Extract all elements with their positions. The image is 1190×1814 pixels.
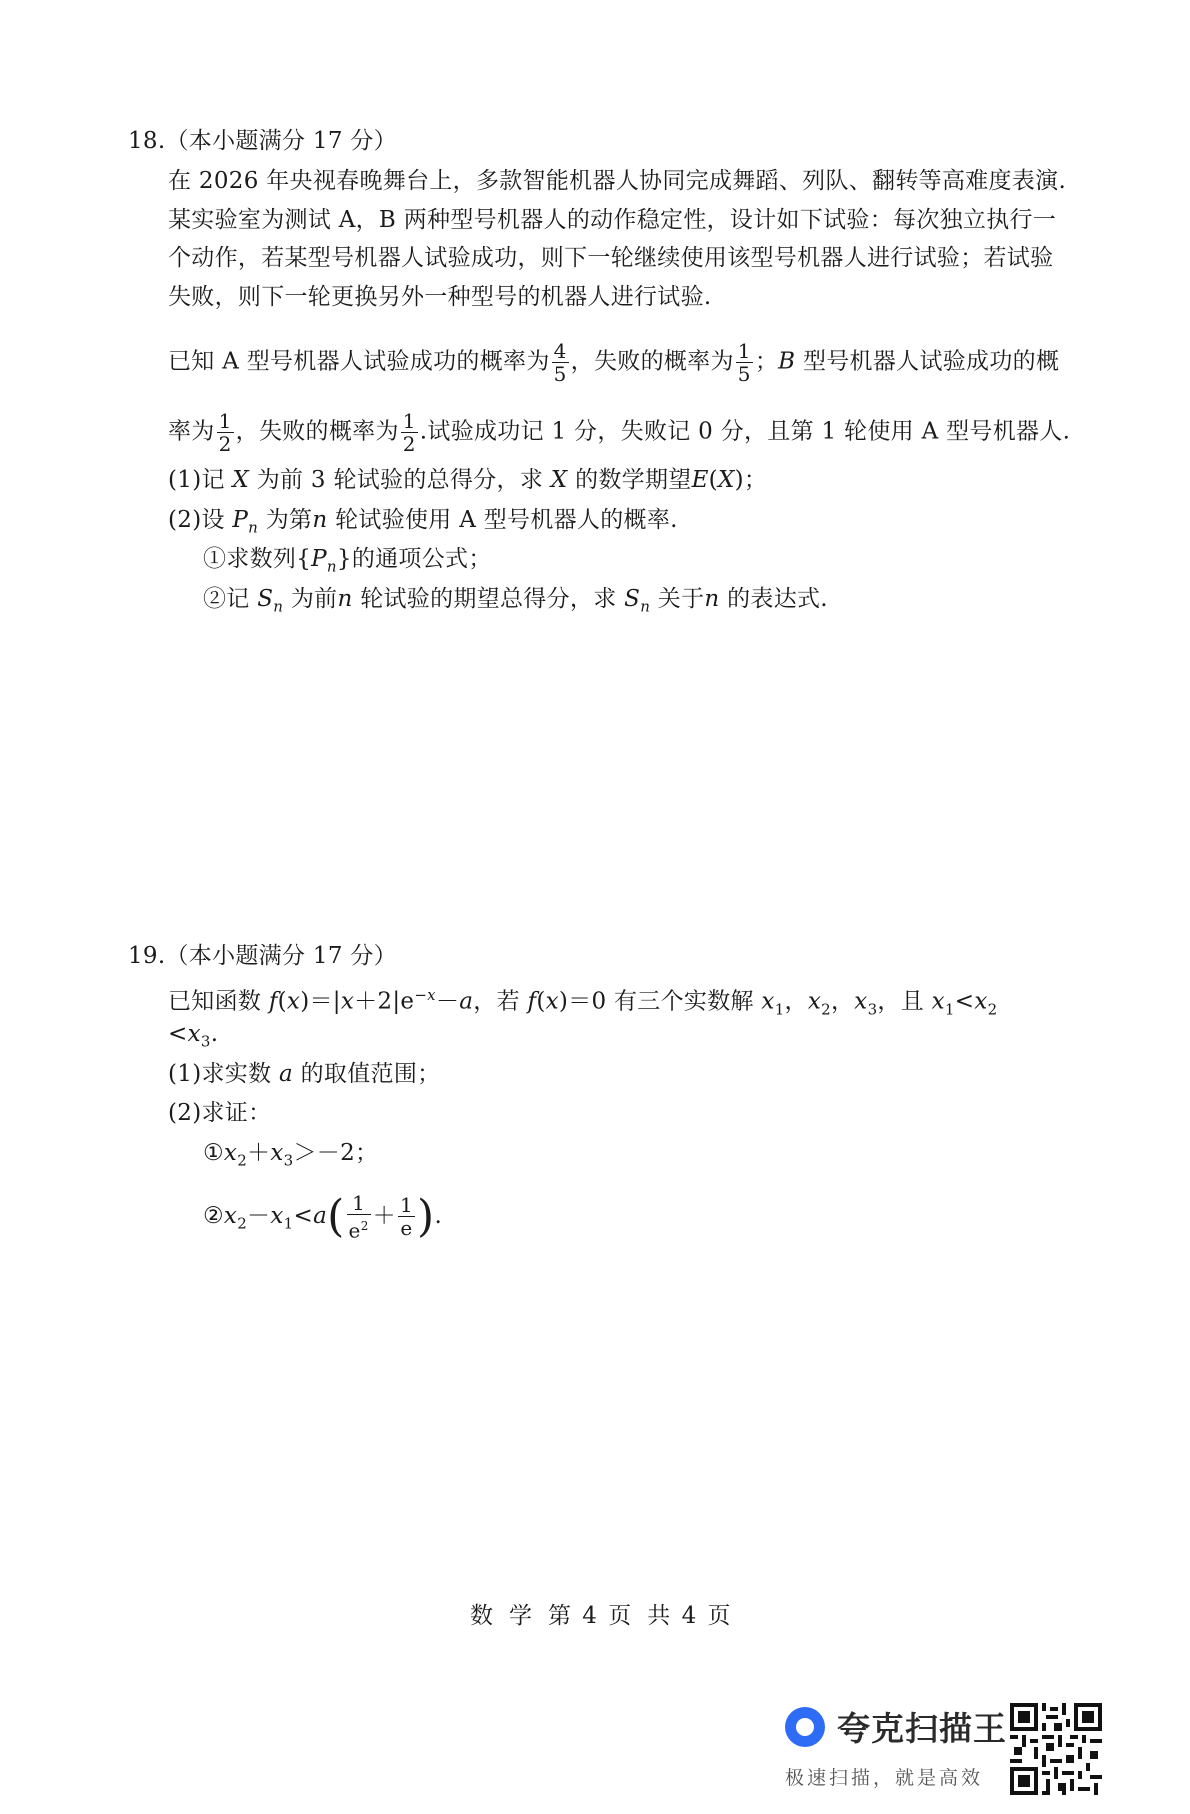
- q19-text: <: [954, 988, 975, 1015]
- math-constant: e: [348, 1218, 361, 1243]
- math-variable: x: [187, 1021, 201, 1047]
- math-variable: E: [691, 467, 709, 493]
- fraction: [552, 340, 569, 385]
- fraction: [347, 1192, 371, 1242]
- q19-text-line-1: [168, 980, 997, 1024]
- fraction-numerator: 1: [347, 1192, 371, 1215]
- q19-text: ，: [784, 988, 808, 1015]
- math-variable: x: [974, 988, 988, 1015]
- q18-text: 为第: [258, 507, 313, 533]
- q18-part-1: [168, 465, 767, 495]
- q19-text: (: [536, 988, 546, 1015]
- q19-part-2-i: [203, 1138, 378, 1176]
- footer-page-total: 共 4 页: [647, 1603, 733, 1629]
- q19-text: (1)求实数: [168, 1061, 279, 1087]
- qr-code-icon: [1010, 1703, 1102, 1795]
- q18-text: 轮试验使用 A 型号机器人的概率.: [327, 507, 678, 533]
- math-variable: x: [545, 988, 559, 1015]
- math-variable: n: [337, 586, 353, 612]
- q19-text: ②: [203, 1202, 224, 1229]
- q19-text: )＝0 有三个实数解: [558, 988, 762, 1015]
- q19-heading: 19.（本小题满分 17 分）: [128, 943, 397, 969]
- q19-part-1: [168, 1059, 440, 1089]
- math-subscript: 1: [774, 1000, 785, 1019]
- math-variable: x: [270, 1202, 284, 1229]
- fraction-numerator: 1: [737, 339, 751, 363]
- q18-text-line-5: [168, 340, 1059, 385]
- fraction-denominator: 2: [218, 432, 232, 456]
- q18-part-2-ii: [203, 584, 828, 622]
- q19-text: ＋: [247, 1140, 271, 1166]
- q18-text: 为前: [283, 586, 338, 612]
- q19-text-line-2: [168, 1019, 218, 1057]
- q18-text: (1)记: [168, 467, 233, 493]
- math-subscript: 1: [283, 1214, 294, 1233]
- q19-text: ，若: [473, 988, 528, 1015]
- fraction: [398, 1194, 415, 1239]
- q19-text: ＋: [372, 1202, 396, 1229]
- math-variable: x: [854, 988, 868, 1015]
- q19-text: <: [293, 1202, 314, 1229]
- fraction: [736, 340, 753, 385]
- q18-part-2-i: [203, 544, 492, 582]
- q18-text: 率为: [168, 418, 215, 445]
- math-variable: X: [232, 467, 250, 493]
- math-variable: P: [232, 507, 249, 533]
- q18-text-line-6: [168, 410, 1070, 455]
- q18-text: }的通项公式；: [336, 546, 492, 572]
- fraction-denominator: e: [400, 1216, 413, 1241]
- q19-text: －: [435, 988, 460, 1015]
- watermark-tagline: 极速扫描，就是高效: [785, 1767, 984, 1789]
- page-footer: [470, 1597, 747, 1630]
- q18-text: .试验成功记 1 分，失败记 0 分，且第 1 轮使用 A 型号机器人.: [419, 418, 1071, 445]
- footer-page-number: 第 4 页: [548, 1603, 634, 1629]
- q19-text: 的取值范围；: [293, 1061, 441, 1087]
- math-variable: n: [312, 507, 328, 533]
- math-subscript: 3: [200, 1032, 211, 1051]
- q18-text: 为前 3 轮试验的总得分，求: [249, 467, 551, 493]
- fraction-denominator: 5: [737, 362, 751, 386]
- q18-text: 已知 A 型号机器人试验成功的概率为: [168, 348, 550, 375]
- watermark-title: 夸克扫描王: [837, 1709, 1007, 1748]
- q19-text: ＞－2；: [293, 1140, 379, 1166]
- q18-text: ②记: [203, 586, 258, 612]
- math-subscript: n: [273, 597, 284, 616]
- footer-subject: 数: [470, 1603, 495, 1629]
- q18-text: 关于: [650, 586, 705, 612]
- fraction-denominator: 5: [553, 362, 567, 386]
- fraction-numerator: 1: [402, 409, 416, 433]
- math-variable: x: [931, 988, 945, 1015]
- math-variable: B: [778, 348, 796, 375]
- math-variable: a: [313, 1202, 328, 1229]
- q19-text: )＝|: [300, 988, 341, 1015]
- q18-text-line-4: 失败，则下一轮更换另外一种型号的机器人进行试验.: [168, 284, 712, 310]
- q18-text: ，失败的概率为: [570, 348, 734, 375]
- q18-text: ；: [754, 348, 779, 375]
- q18-text-line-3: 个动作，若某型号机器人试验成功，则下一轮继续使用该型号机器人进行试验；若试验: [168, 245, 1054, 271]
- q18-text: (2)设: [168, 507, 233, 533]
- fraction-numerator: 1: [399, 1193, 413, 1218]
- math-variable: x: [807, 988, 822, 1015]
- q19-text: ，: [830, 988, 855, 1015]
- math-variable: x: [223, 1202, 238, 1229]
- math-variable: a: [279, 1061, 294, 1087]
- math-variable: x: [340, 988, 355, 1015]
- q18-text: ①求数列{: [203, 546, 312, 572]
- fraction-numerator: 1: [218, 409, 232, 433]
- math-variable: P: [311, 546, 327, 572]
- q18-text: 轮试验的期望总得分，求: [352, 586, 625, 612]
- math-subscript: 3: [283, 1151, 294, 1170]
- q18-text-line-2: 某实验室为测试 A，B 两种型号机器人的动作稳定性，设计如下试验：每次独立执行一: [168, 207, 1057, 233]
- q18-text: )；: [734, 467, 768, 493]
- quark-logo-icon: [785, 1707, 825, 1747]
- q19-text: ①: [203, 1140, 224, 1166]
- math-variable: S: [257, 586, 274, 612]
- q19-part-2: (2)求证：: [168, 1100, 272, 1126]
- q19-text: 已知函数: [168, 988, 269, 1015]
- math-variable: x: [286, 988, 301, 1015]
- q18-text-line-1: 在 2026 年央视春晚舞台上，多款智能机器人协同完成舞蹈、列队、翻转等高难度表演.: [168, 168, 1067, 194]
- math-variable: x: [223, 1140, 238, 1166]
- math-subscript: 2: [237, 1151, 248, 1170]
- math-subscript: 2: [821, 1000, 831, 1019]
- q19-text: －: [247, 1202, 271, 1229]
- math-variable: S: [624, 586, 641, 612]
- math-variable: n: [704, 586, 720, 612]
- q19-text: ＋2|e: [354, 988, 415, 1015]
- q19-text: ，且: [877, 988, 932, 1015]
- math-variable: f: [527, 988, 537, 1015]
- math-subscript: n: [640, 597, 651, 616]
- q18-heading: 18.（本小题满分 17 分）: [128, 128, 397, 154]
- q18-text: ，失败的概率为: [235, 418, 399, 445]
- q19-text: (: [277, 988, 287, 1015]
- fraction-denominator: [347, 1215, 371, 1242]
- math-variable: X: [717, 467, 735, 493]
- q18-part-2: [168, 505, 678, 543]
- math-variable: f: [268, 988, 278, 1015]
- math-subscript: 2: [237, 1214, 248, 1233]
- math-subscript: n: [248, 518, 259, 537]
- math-variable: a: [459, 988, 474, 1015]
- math-subscript: 3: [867, 1000, 878, 1019]
- q18-text: (: [708, 467, 718, 493]
- fraction: [401, 410, 418, 455]
- math-variable: X: [550, 467, 568, 493]
- math-exponent: −x: [414, 986, 436, 1004]
- math-subscript: 1: [944, 1000, 955, 1019]
- q18-text: 的表达式.: [719, 586, 828, 612]
- math-subscript: n: [326, 557, 337, 576]
- math-variable: x: [761, 988, 775, 1015]
- math-variable: x: [270, 1140, 284, 1166]
- fraction-numerator: 4: [553, 339, 567, 363]
- math-subscript: 2: [987, 1000, 998, 1019]
- q19-text: <: [168, 1021, 188, 1047]
- math-exponent: 2: [360, 1219, 369, 1233]
- right-paren: ): [416, 1190, 435, 1242]
- q18-text: 型号机器人试验成功的概: [795, 348, 1060, 375]
- q18-text: 的数学期望: [567, 467, 692, 493]
- q19-text: .: [210, 1021, 219, 1047]
- q19-text: .: [434, 1202, 443, 1229]
- fraction-denominator: 2: [402, 432, 416, 456]
- left-paren: (: [327, 1190, 345, 1242]
- q19-part-2-ii: [203, 1192, 442, 1242]
- footer-subject: 学: [509, 1603, 534, 1629]
- fraction: [217, 410, 234, 455]
